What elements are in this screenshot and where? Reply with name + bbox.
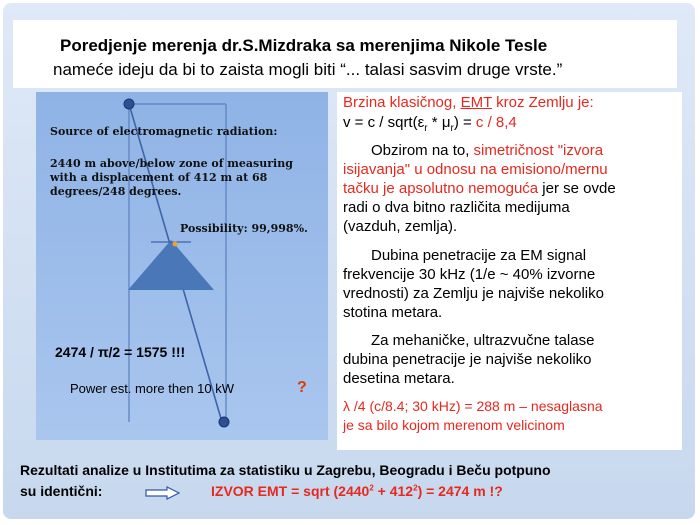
- para3-line-3: desetina metara.: [343, 370, 455, 387]
- para2-line-4: stotina metara.: [343, 304, 443, 321]
- speed-line-1: Brzina klasičnog, EMT kroz Zemlju je:: [343, 94, 594, 111]
- arrow-right-icon: [145, 486, 181, 500]
- conclusion-line-2: su identični:: [20, 483, 103, 499]
- source-triangle: [128, 240, 214, 290]
- explanation-panel: [337, 92, 682, 450]
- diagram-panel: [36, 92, 328, 440]
- source-desc-3: degrees/248 degrees.: [50, 185, 182, 198]
- slide-title: Poredjenje merenja dr.S.Mizdraka sa merenjima Nikole Tesle: [60, 36, 548, 55]
- question-mark: ?: [297, 379, 307, 396]
- bottom-endpoint: [219, 417, 229, 427]
- para3-line-1: Za mehaničke, ultrazvučne talase: [371, 332, 595, 349]
- para1-line-4: radi o dva bitno različita medijuma: [343, 199, 570, 216]
- para1-line-5: (vazduh, zemlja).: [343, 218, 458, 235]
- source-point: [173, 242, 178, 247]
- para1-line-1: Obzirom na to, simetričnost "izvora: [371, 142, 604, 159]
- speed-formula: $v = c / sqrt(\varepsilon_r * \mu_r) = c / 8,4$: [343, 114, 517, 134]
- lambda-line-1: λ /4 (c/8.4; 30 kHz) = 288 m – nesaglasna: [343, 398, 603, 414]
- para2-line-1: Dubina penetracije za EM signal: [371, 247, 587, 264]
- conclusion-line-1: Rezultati analize u Institutima za statistiku u Zagrebu, Beogradu i Beču potpuno: [20, 462, 551, 478]
- possibility-label: Possibility: 99,998%.: [180, 222, 308, 235]
- source-desc-2: with a displacement of 412 m at 68: [50, 171, 268, 184]
- para1-line-3: tačku je apsolutno nemoguća jer se ovde: [343, 180, 616, 197]
- para2-line-2: frekvencije 30 kHz (1/e ~ 40% izvorne: [343, 266, 596, 283]
- source-title: Source of electromagnetic radiation:: [50, 125, 278, 138]
- para1-line-2: isijavanja" u odnosu na emisiono/mernu: [343, 161, 608, 178]
- para3-line-2: dubina penetracije je najviše nekoliko: [343, 351, 592, 368]
- para2-line-3: vrednosti) za Zemlju je najviše nekoliko: [343, 285, 604, 302]
- top-endpoint: [124, 99, 134, 109]
- ratio-equation: 2474 / π/2 = 1575 !!!: [55, 344, 186, 360]
- lambda-line-2: je sa bilo kojom merenom velicinom: [343, 417, 565, 433]
- source-formula: IZVOR EMT = sqrt $(2440^2 + 412^2) = 2474$ m !?: [211, 483, 503, 499]
- slide-subtitle: nameće ideju da bi to zaista mogli biti “... talasi sasvim druge vrste.”: [53, 60, 563, 79]
- power-estimate: Power est. more then 10 kW: [70, 381, 235, 396]
- source-desc-1: 2440 m above/below zone of measuring: [50, 157, 293, 170]
